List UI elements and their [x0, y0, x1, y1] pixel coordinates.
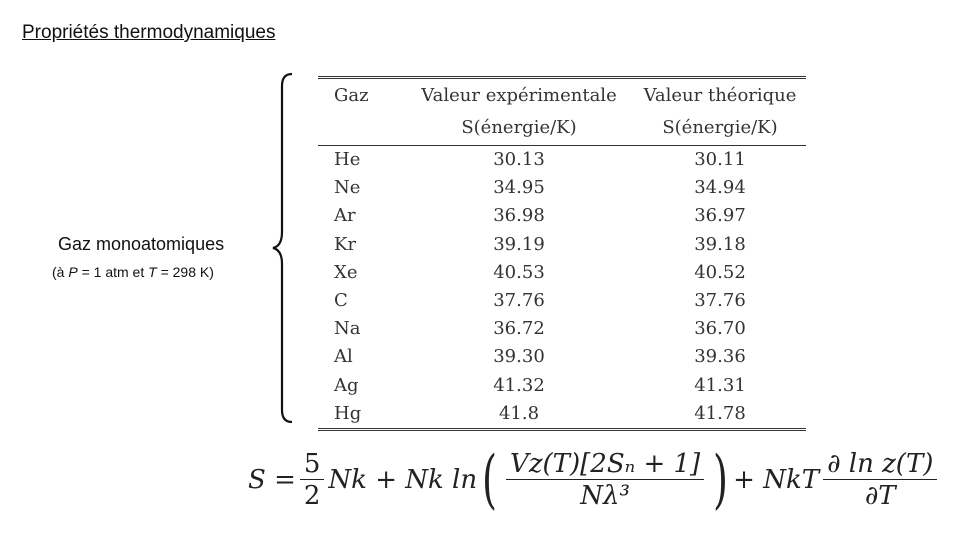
header-theoretical-unit: S(énergie/K) [634, 111, 806, 146]
fraction-2-denominator: Nλ³ [580, 480, 630, 511]
conditions-label [52, 264, 214, 280]
cell-experimental: 41.8 [404, 400, 634, 430]
header-gas: Gaz [334, 85, 369, 106]
cell-theoretical: 36.70 [694, 318, 746, 340]
table-row [318, 231, 806, 259]
header-experimental: Valeur expérimentale [421, 85, 617, 106]
table-row [318, 202, 806, 230]
entropy-table [318, 79, 806, 431]
conditions-prefix: (à [52, 264, 69, 280]
table-row [318, 146, 806, 175]
cell-gas: Xe [334, 261, 358, 283]
table-body [318, 146, 806, 430]
formula-term-2: + NkT [733, 465, 820, 495]
header-experimental-unit: S(énergie/K) [404, 111, 634, 146]
table-row [318, 174, 806, 202]
cell-gas: C [334, 290, 348, 312]
conditions-suffix: = 298 K) [156, 264, 214, 280]
cell-gas: Al [334, 346, 353, 368]
fraction-log-argument [506, 449, 704, 512]
cell-theoretical: 39.36 [694, 346, 746, 368]
header-gas-empty [318, 111, 404, 146]
entropy-formula [248, 443, 941, 517]
page-title: Propriétés thermodynamiques [22, 22, 276, 43]
curly-brace [270, 72, 296, 424]
left-paren: ( [482, 443, 498, 517]
fraction-1-denominator: 2 [303, 480, 321, 511]
cell-gas: He [334, 149, 361, 170]
cell-gas: Ar [334, 205, 356, 227]
entropy-table-container [318, 76, 806, 431]
fraction-1-numerator: 5 [300, 449, 325, 480]
cell-gas: Na [334, 318, 361, 340]
fraction-five-halves [300, 449, 325, 512]
header-row-1 [318, 79, 806, 111]
conditions-mid: = 1 atm et [77, 264, 149, 280]
cell-experimental: 41.32 [493, 374, 545, 396]
formula-lhs: S = [248, 465, 296, 495]
cell-experimental: 30.13 [493, 149, 545, 170]
cell-gas: Kr [334, 233, 357, 255]
right-paren: ) [713, 443, 729, 517]
cell-experimental: 37.76 [493, 290, 545, 312]
cell-theoretical: 41.31 [694, 374, 746, 396]
cell-theoretical: 37.76 [694, 290, 746, 312]
cell-experimental: 40.53 [493, 261, 545, 283]
cell-gas: Ag [334, 374, 359, 396]
table-row [318, 259, 806, 287]
table-row [318, 400, 806, 430]
cell-experimental: 39.30 [493, 346, 545, 368]
cell-experimental: 39.19 [493, 233, 545, 255]
table-row [318, 372, 806, 400]
cell-theoretical: 39.18 [694, 233, 746, 255]
cell-experimental: 36.72 [493, 318, 545, 340]
cell-theoretical: 34.94 [694, 177, 746, 199]
header-theoretical: Valeur théorique [643, 85, 797, 106]
fraction-3-numerator: ∂ ln z(T) [823, 449, 937, 480]
table-row [318, 315, 806, 343]
table-row [318, 343, 806, 371]
cell-theoretical: 41.78 [634, 400, 806, 430]
cell-theoretical: 40.52 [694, 261, 746, 283]
cell-theoretical: 36.97 [694, 205, 746, 227]
cell-gas: Hg [318, 400, 404, 430]
group-label: Gaz monoatomiques [58, 234, 225, 254]
cell-theoretical: 30.11 [694, 149, 746, 170]
fraction-3-denominator: ∂T [864, 480, 896, 511]
cell-experimental: 36.98 [493, 205, 545, 227]
header-row-2 [318, 111, 806, 146]
cell-experimental: 34.95 [493, 177, 545, 199]
cell-gas: Ne [334, 177, 361, 199]
fraction-derivative [823, 449, 937, 512]
formula-term-1: Nk + Nk ln [328, 465, 478, 495]
temperature-symbol: T [148, 264, 157, 280]
pressure-symbol: P [68, 264, 78, 280]
fraction-2-numerator: Vz(T)[2Sₙ + 1] [506, 449, 704, 480]
table-row [318, 287, 806, 315]
